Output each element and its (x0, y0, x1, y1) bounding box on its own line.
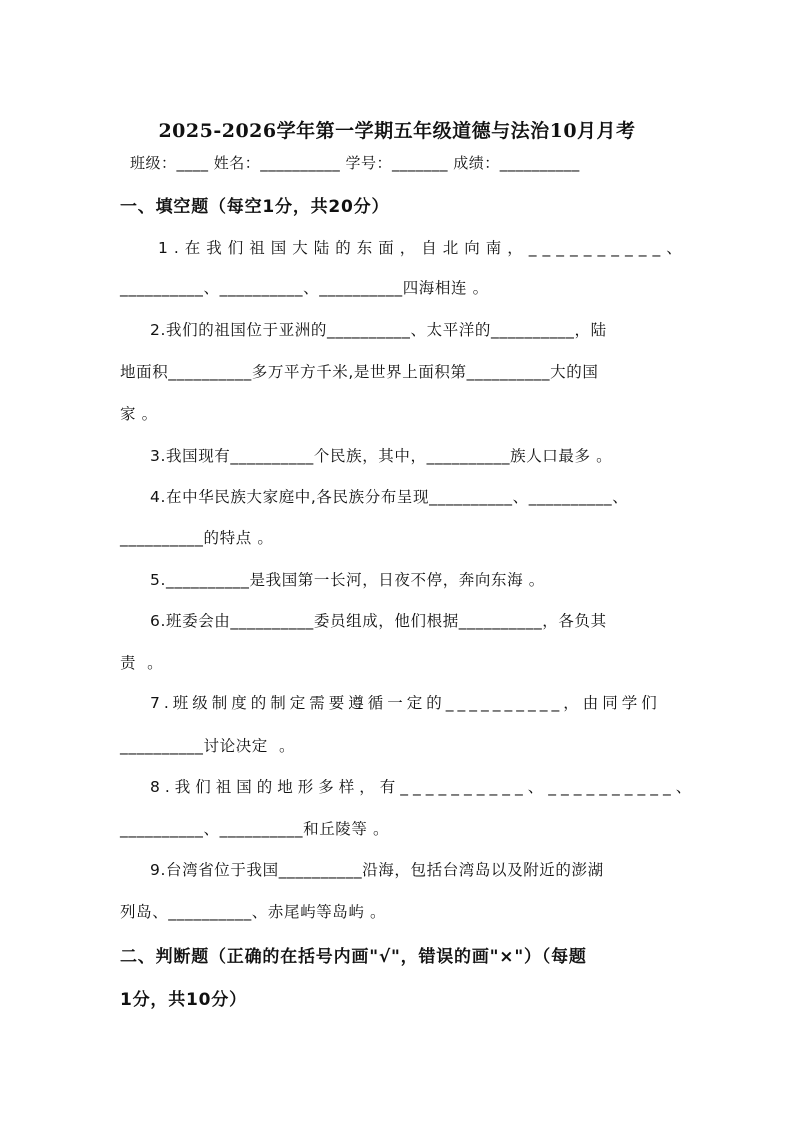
question-7-line-1: 7.班级制度的制定需要遵循一定的__________，由同学们 (150, 694, 661, 712)
question-6-line-2: 责 。 (120, 654, 164, 672)
question-1-line-2: __________、__________、__________四海相连 。 (120, 279, 489, 297)
question-2-line-3: 家 。 (120, 405, 158, 423)
question-2-line-2: 地面积__________多万平方千米,是世界上面积第__________大的国 (120, 363, 599, 381)
student-info-line: 班级：____ 姓名：__________ 学号：_______ 成绩：__________ (130, 154, 580, 172)
question-1-line-1: 1.在我们祖国大陆的东面，自北向南，__________、 (158, 239, 688, 257)
exam-title: 2025-2026学年第一学期五年级道德与法治10月月考 (158, 120, 636, 142)
question-4-line-1: 4.在中华民族大家庭中,各民族分布呈现__________、__________、 (150, 488, 629, 506)
question-3-line-1: 3.我国现有__________个民族，其中，__________族人口最多 。 (150, 447, 613, 465)
question-4-line-2: __________的特点 。 (120, 529, 274, 547)
section-true-false-heading-continued: 1分，共10分） (120, 990, 247, 1010)
question-9-line-1: 9.台湾省位于我国__________沿海，包括台湾岛以及附近的澎湖 (150, 861, 604, 879)
question-7-line-2: __________讨论决定 。 (120, 737, 296, 755)
question-5-line-1: 5.__________是我国第一长河，日夜不停，奔向东海 。 (150, 571, 545, 589)
question-8-line-1: 8.我们祖国的地形多样，有__________、__________、 (150, 778, 697, 796)
question-8-line-2: __________、__________和丘陵等 。 (120, 820, 390, 838)
question-6-line-1: 6.班委会由__________委员组成，他们根据__________，各负其 (150, 612, 607, 630)
question-9-line-2: 列岛、__________、赤尾屿等岛屿 。 (120, 903, 387, 921)
question-2-line-1: 2.我们的祖国位于亚洲的__________、太平洋的__________，陆 (150, 321, 607, 339)
section-fill-blank-heading: 一、填空题（每空1分，共20分） (120, 197, 390, 217)
section-true-false-heading: 二、判断题（正确的在括号内画"√"，错误的画"×"）（每题 (120, 947, 587, 967)
